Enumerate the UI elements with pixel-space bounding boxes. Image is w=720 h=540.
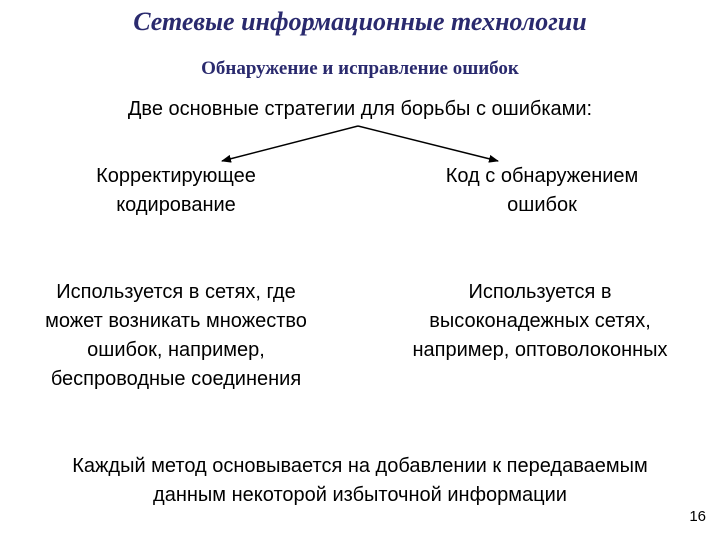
left-arrow <box>222 126 358 161</box>
description-line: например, оптоволоконных <box>412 339 668 361</box>
description-line: может возникать множество <box>45 310 307 332</box>
strategy-correcting-code-title <box>26 162 326 220</box>
conclusion-line: Каждый метод основывается на добавлении к передаваемым <box>72 455 648 477</box>
conclusion-line: данным некоторой избыточной информации <box>153 484 567 506</box>
description-line: беспроводные соединения <box>50 368 302 390</box>
title-line: ошибок <box>507 194 577 216</box>
description-line: высоконадежных сетях, <box>429 310 651 332</box>
description-line: Используется в <box>468 281 612 303</box>
title-line: Код с обнаружением <box>445 165 639 187</box>
title-line: Корректирующее <box>96 165 256 187</box>
intro-text: Две основные стратегии для борьбы с ошибками: <box>127 98 593 120</box>
title-line: кодирование <box>116 194 236 216</box>
right-arrow <box>358 126 498 161</box>
conclusion-text <box>0 452 720 510</box>
strategy-detection-code-title <box>392 162 692 220</box>
description-line: ошибок, например, <box>87 339 265 361</box>
description-line: Используется в сетях, где <box>56 281 296 303</box>
strategy-detection-code-description <box>370 278 710 365</box>
slide-subtitle: Обнаружение и исправление ошибок <box>201 58 519 79</box>
slide-title: Сетевые информационные технологии <box>133 7 587 36</box>
strategy-correcting-code-description <box>6 278 346 394</box>
page-number: 16 <box>689 508 706 525</box>
